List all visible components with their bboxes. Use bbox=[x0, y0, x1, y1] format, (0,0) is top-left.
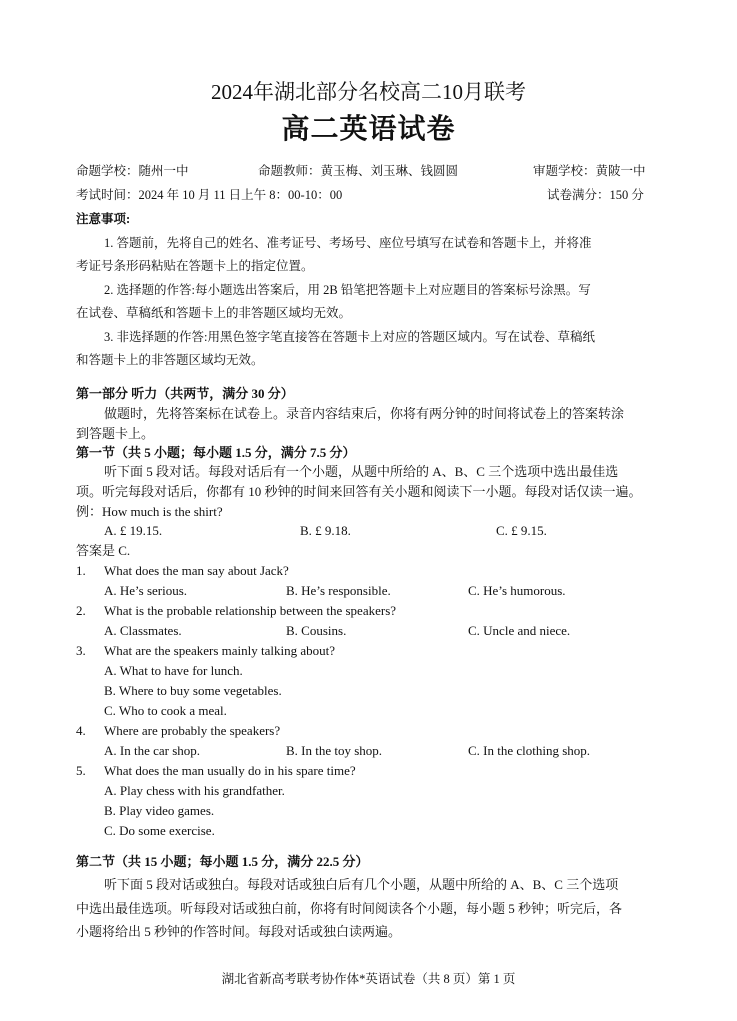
part1-intro-line-2: 到答题卡上。 bbox=[76, 426, 155, 441]
notes-heading: 注意事项: bbox=[76, 212, 131, 226]
exam-subtitle: 高二英语试卷 bbox=[281, 114, 456, 145]
section1-intro-line-1: 听下面 5 段对话。每段对话后有一个小题，从题中所给的 A、B、C 三个选项中选出最佳选 bbox=[104, 464, 619, 479]
note-1-line-1: 1. 答题前，先将自己的姓名、准考证号、考场号、座位号填写在试卷和答题卡上，并将准 bbox=[104, 236, 592, 250]
question-1-option-a: A. He’s serious. bbox=[104, 583, 188, 598]
meta-full-score: 试卷满分：150 分 bbox=[547, 188, 644, 202]
question-1-option-b: B. He’s responsible. bbox=[286, 583, 391, 598]
question-3-option-a: A. What to have for lunch. bbox=[104, 663, 243, 678]
example-question: 例：How much is the shirt? bbox=[76, 504, 223, 519]
part1-intro-line-1: 做题时，先将答案标在试卷上。录音内容结束后，你将有两分钟的时间将试卷上的答案转涂 bbox=[104, 406, 625, 421]
section2-intro-line-2: 中选出最佳选项。听每段对话或独白前，你将有时间阅读各个小题，每小题 5 秒钟；听完后，各 bbox=[76, 901, 623, 916]
section1-heading: 第一节（共 5 小题；每小题 1.5 分，满分 7.5 分） bbox=[76, 445, 356, 460]
question-2-option-b: B. Cousins. bbox=[286, 623, 347, 638]
question-2-text: What is the probable relationship between the speakers? bbox=[104, 603, 397, 618]
section2-intro-line-3: 小题将给出 5 秒钟的作答时间。每段对话或独白读两遍。 bbox=[76, 924, 402, 939]
note-1-line-2: 考证号条形码粘贴在答题卡上的指定位置。 bbox=[76, 259, 314, 273]
example-answer: 答案是 C. bbox=[76, 543, 131, 558]
meta-school: 命题学校：随州一中 bbox=[76, 164, 189, 178]
question-5-option-c: C. Do some exercise. bbox=[104, 823, 215, 838]
section2-intro-line-1: 听下面 5 段对话或独白。每段对话或独白后有几个小题，从题中所给的 A、B、C 三个选项 bbox=[104, 877, 619, 892]
exam-title: 2024年湖北部分名校高二10月联考 bbox=[211, 80, 526, 104]
question-5-number: 5. bbox=[76, 763, 86, 778]
question-1-text: What does the man say about Jack? bbox=[104, 563, 289, 578]
note-3-line-1: 3. 非选择题的作答:用黑色签字笔直接答在答题卡上对应的答题区域内。写在试卷、草稿纸 bbox=[104, 330, 595, 344]
example-option-b: B. £ 9.18. bbox=[300, 523, 351, 538]
question-5-text: What does the man usually do in his spare time? bbox=[104, 763, 356, 778]
section1-intro-line-2: 项。听完每段对话后，你都有 10 秒钟的时间来回答有关小题和阅读下一小题。每段对话仅读一遍。 bbox=[76, 484, 642, 499]
question-1-number: 1. bbox=[76, 563, 86, 578]
part1-heading: 第一部分 听力（共两节，满分 30 分） bbox=[76, 386, 294, 401]
question-4-number: 4. bbox=[76, 723, 86, 738]
question-2-option-a: A. Classmates. bbox=[104, 623, 182, 638]
question-5-option-b: B. Play video games. bbox=[104, 803, 215, 818]
question-4-text: Where are probably the speakers? bbox=[104, 723, 281, 738]
question-3-number: 3. bbox=[76, 643, 86, 658]
example-option-a: A. £ 19.15. bbox=[104, 523, 163, 538]
note-3-line-2: 和答题卡上的非答题区域均无效。 bbox=[76, 353, 264, 367]
question-4-option-a: A. In the car shop. bbox=[104, 743, 201, 758]
note-2-line-1: 2. 选择题的作答:每小题选出答案后，用 2B 铅笔把答题卡上对应题目的答案标号涂黑。写 bbox=[104, 283, 591, 297]
question-1-option-c: C. He’s humorous. bbox=[468, 583, 566, 598]
question-4-option-c: C. In the clothing shop. bbox=[468, 743, 591, 758]
question-5-option-a: A. Play chess with his grandfather. bbox=[104, 783, 285, 798]
question-3-text: What are the speakers mainly talking about? bbox=[104, 643, 336, 658]
example-option-c: C. £ 9.15. bbox=[496, 523, 547, 538]
question-3-option-b: B. Where to buy some vegetables. bbox=[104, 683, 282, 698]
meta-exam-time: 考试时间：2024 年 10 月 11 日上午 8：00-10：00 bbox=[76, 188, 343, 202]
question-2-number: 2. bbox=[76, 603, 86, 618]
note-2-line-2: 在试卷、草稿纸和答题卡上的非答题区域均无效。 bbox=[76, 306, 352, 320]
question-4-option-b: B. In the toy shop. bbox=[286, 743, 383, 758]
question-2-option-c: C. Uncle and niece. bbox=[468, 623, 571, 638]
meta-review-school: 审题学校：黄陂一中 bbox=[533, 164, 646, 178]
section2-heading: 第二节（共 15 小题；每小题 1.5 分，满分 22.5 分） bbox=[76, 854, 369, 869]
page-footer: 湖北省新高考联考协作体*英语试卷（共 8 页）第 1 页 bbox=[221, 972, 516, 986]
question-3-option-c: C. Who to cook a meal. bbox=[104, 703, 227, 718]
meta-teachers: 命题教师：黄玉梅、刘玉琳、钱圆圆 bbox=[258, 164, 459, 178]
